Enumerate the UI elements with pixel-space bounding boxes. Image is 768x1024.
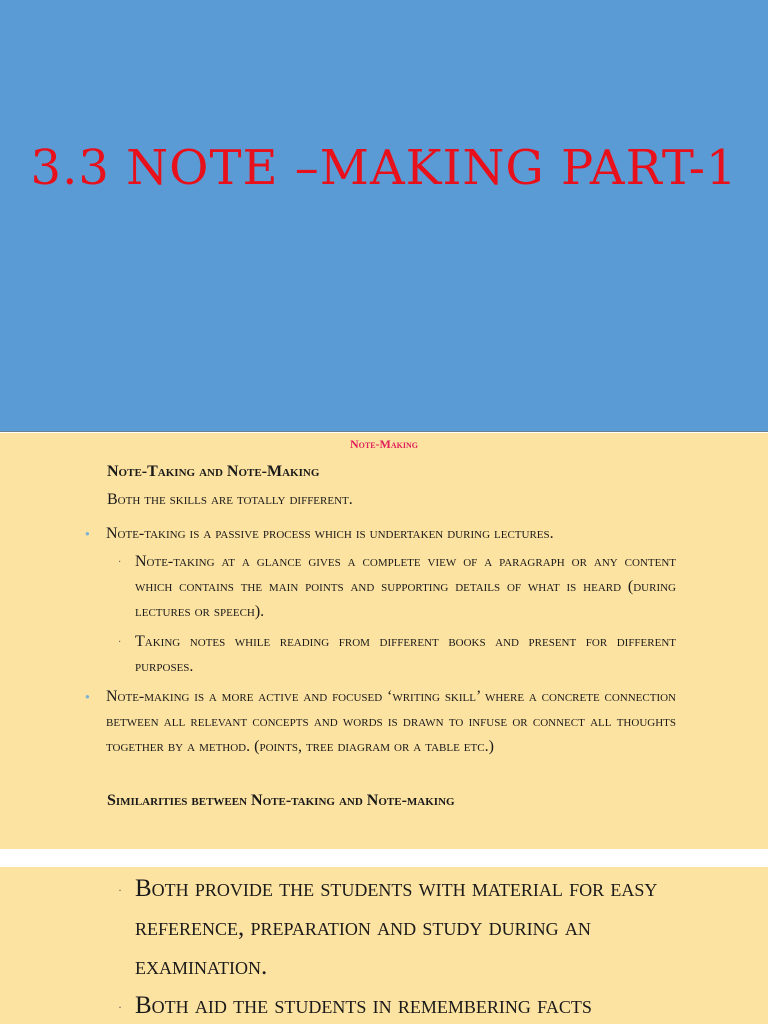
similarities-heading: Similarities between Note-taking and Note-making: [107, 792, 455, 809]
sub-bullet-text: Note-taking at a glance gives a complete view of a paragraph or any content which contains the main points and supporting details of what is heard (during lectures or speech).: [135, 553, 676, 620]
similarities-slide: [0, 867, 768, 1024]
list-item: [118, 869, 678, 986]
list-item: [118, 986, 678, 1024]
sub-bullet-dot-icon: ·: [118, 557, 122, 568]
sub-bullet-dot-icon: ·: [118, 1000, 122, 1014]
sub-bullet-item: [118, 549, 676, 624]
bullet-text: Note-taking is a passive process which is undertaken during lectures.: [106, 525, 554, 542]
bullet-item: [85, 684, 676, 759]
bullet-dot-icon: ●: [85, 692, 90, 701]
section-subheading: Note-Taking and Note-Making: [107, 463, 320, 480]
sub-bullet-dot-icon: ·: [118, 637, 122, 648]
sub-bullet-item: [118, 629, 676, 679]
bullet-item: [85, 521, 676, 546]
list-item-text: Both aid the students in remembering facts: [135, 992, 592, 1019]
notes-slide: [0, 433, 768, 849]
sub-bullet-dot-icon: ·: [118, 883, 122, 897]
bullet-text: Note-making is a more active and focused ‘writing skill’ where a concrete connection between all relevant concepts and words is drawn to infuse or connect all thoughts together by a method. (points, tree diagram or a table etc.): [106, 688, 676, 755]
bullet-dot-icon: ●: [85, 529, 90, 538]
slide-heading: Note-Making: [350, 437, 418, 451]
title-slide: [0, 0, 768, 432]
sub-bullet-text: Taking notes while reading from different books and present for different purposes.: [135, 633, 676, 675]
intro-text: Both the skills are totally different.: [107, 491, 353, 508]
list-item-text: Both provide the students with material for easy reference, preparation and study during an examination.: [135, 875, 658, 980]
slide-title: 3.3 NOTE –MAKING PART-1: [30, 140, 738, 196]
